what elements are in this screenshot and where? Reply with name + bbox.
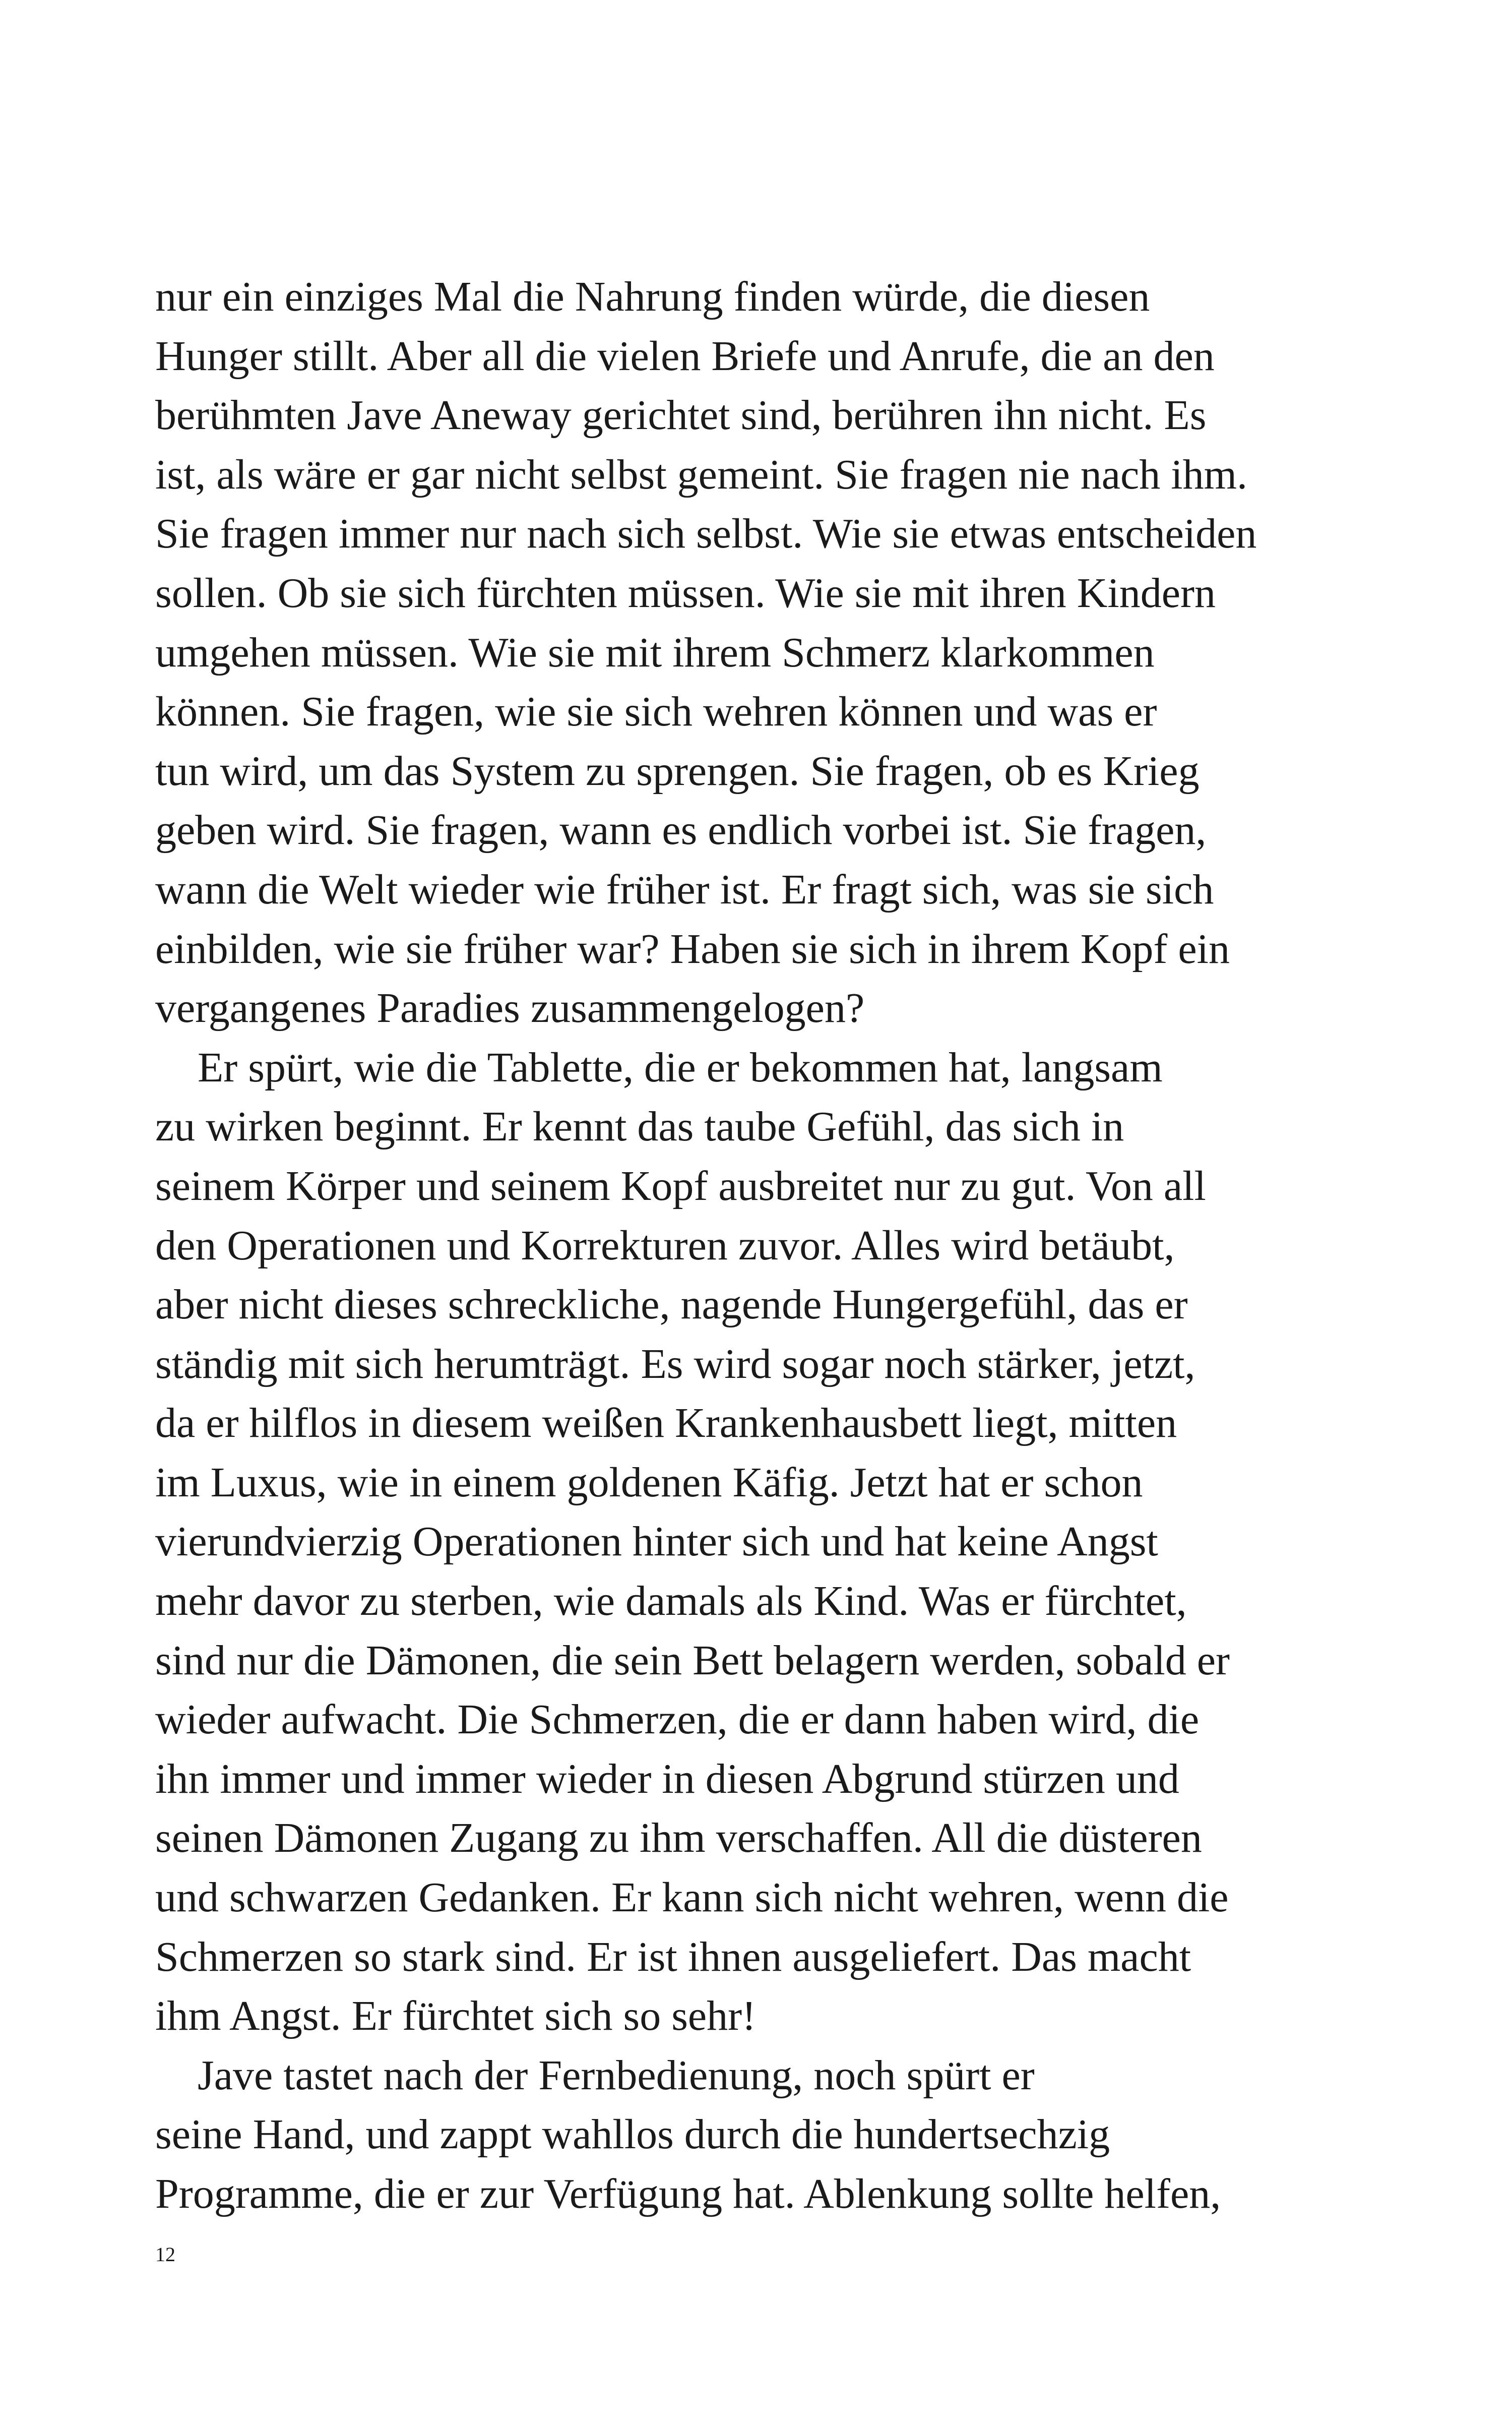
text-line: Sie fragen immer nur nach sich selbst. Wie sie etwas entscheiden [155,510,1257,558]
text-line: den Operationen und Korrekturen zuvor. Alles wird betäubt, [155,1222,1175,1269]
text-line: Hunger stillt. Aber all die vielen Briefe und Anrufe, die an den [155,332,1215,380]
text-line: berühmten Jave Aneway gerichtet sind, berühren ihn nicht. Es [155,392,1207,439]
text-line: vierundvierzig Operationen hinter sich und hat keine Angst [155,1518,1158,1565]
text-line: sollen. Ob sie sich fürchten müssen. Wie sie mit ihren Kindern [155,569,1216,617]
text-line: tun wird, um das System zu sprengen. Sie fragen, ob es Krieg [155,747,1200,795]
text-line: einbilden, wie sie früher war? Haben sie sich in ihrem Kopf ein [155,925,1230,973]
text-line: Er spürt, wie die Tablette, die er bekommen hat, langsam [198,1044,1163,1091]
text-line: Programme, die er zur Verfügung hat. Ablenkung sollte helfen, [155,2170,1221,2217]
text-line: vergangenes Paradies zusammengelogen? [155,985,865,1032]
paragraph [155,1038,1289,2046]
text-line: ihn immer und immer wieder in diesen Abgrund stürzen und [155,1755,1179,1802]
text-line: seine Hand, und zappt wahllos durch die hundertsechzig [155,2111,1110,2158]
text-line: sind nur die Dämonen, die sein Bett belagern werden, sobald er [155,1637,1230,1684]
page-number: 12 [155,2243,175,2266]
text-line: nur ein einziges Mal die Nahrung finden würde, die diesen [155,273,1150,320]
text-line: da er hilflos in diesem weißen Krankenhausbett liegt, mitten [155,1400,1177,1447]
text-line: Jave tastet nach der Fernbedienung, noch spürt er [198,2051,1035,2099]
text-line: wieder aufwacht. Die Schmerzen, die er dann haben wird, die [155,1696,1200,1743]
text-line: Schmerzen so stark sind. Er ist ihnen ausgeliefert. Das macht [155,1933,1191,1980]
paragraph [155,2046,1289,2224]
text-line: und schwarzen Gedanken. Er kann sich nicht wehren, wenn die [155,1874,1229,1921]
text-line: zu wirken beginnt. Er kennt das taube Gefühl, das sich in [155,1103,1124,1151]
text-line: seinen Dämonen Zugang zu ihm verschaffen. All die düsteren [155,1814,1202,1862]
text-line: seinem Körper und seinem Kopf ausbreitet nur zu gut. Von all [155,1162,1206,1209]
text-line: ihm Angst. Er fürchtet sich so sehr! [155,1992,757,2040]
text-line: mehr davor zu sterben, wie damals als Kind. Was er fürchtet, [155,1578,1187,1625]
text-line: können. Sie fragen, wie sie sich wehren können und was er [155,688,1157,736]
text-line: ist, als wäre er gar nicht selbst gemeint. Sie fragen nie nach ihm. [155,451,1247,498]
text-line: aber nicht dieses schreckliche, nagende Hungergefühl, das er [155,1281,1188,1328]
body-text [155,267,1289,2224]
text-line: geben wird. Sie fragen, wann es endlich vorbei ist. Sie fragen, [155,807,1207,854]
text-line: ständig mit sich herumträgt. Es wird sogar noch stärker, jetzt, [155,1340,1195,1387]
text-line: umgehen müssen. Wie sie mit ihrem Schmerz klarkommen [155,629,1155,676]
text-line: wann die Welt wieder wie früher ist. Er fragt sich, was sie sich [155,866,1214,913]
text-line: im Luxus, wie in einem goldenen Käfig. Jetzt hat er schon [155,1459,1143,1506]
paragraph [155,267,1289,1038]
